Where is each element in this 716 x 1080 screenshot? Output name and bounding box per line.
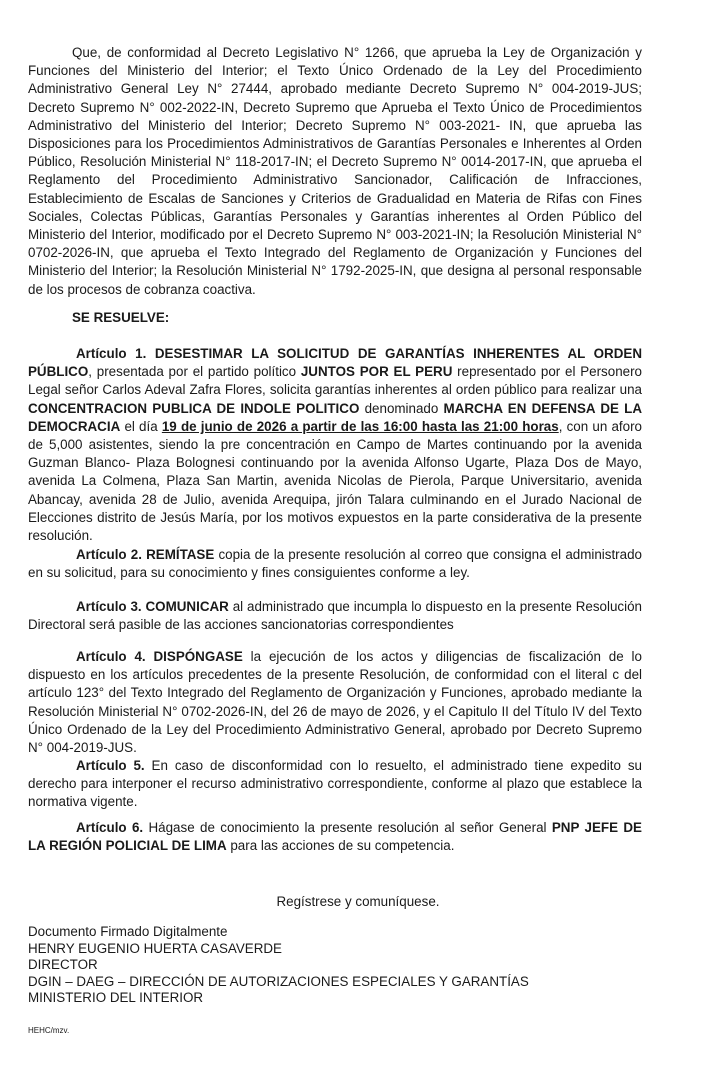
article-1-text: , presentada por el partido político [88,364,301,380]
event-name: MARCHA EN DEFENSA DE LA DEMOCRACIA [28,400,643,434]
article-6-recipient: PNP JEFE DE LA REGIÓN POLICIAL DE LIMA [28,820,642,854]
article-1-text: denominado [359,400,444,416]
article-1-text: el día [120,418,162,434]
signer-name: HENRY EUGENIO HUERTA CASAVERDE [28,940,282,956]
article-1-label: Artículo 1. [76,346,147,361]
article-5 [28,757,642,812]
signature-block [28,924,529,1007]
party-name: JUNTOS POR EL PERU [300,364,453,380]
signer-title: DIRECTOR [28,957,98,972]
article-3-label: Artículo 3. [76,599,142,614]
signer-ministry: MINISTERIO DEL INTERIOR [28,990,204,1005]
digital-signature-note: Documento Firmado Digitalmente [28,924,228,939]
se-resuelve-heading: SE RESUELVE: [72,310,170,325]
event-datetime: 19 de junio de 2026 a partir de las 16:00 hasta las 21:00 horas [161,418,559,434]
article-4-verb: DISPÓNGASE [153,649,243,664]
article-6 [28,819,642,855]
article-4-text: la ejecución de los actos y diligencias de fiscalización de lo dispuesto en los artículos precedentes de la presente Resolución, de conformidad con el literal c del artículo 123° del Texto Integrado del Reglamento de Organización y Funciones, aprobado mediante la Resolución Ministerial N° 0702-2026-IN, del 26 de mayo de 2026, y el Capitulo II del Título IV del Texto Único Ordenado de la Ley del Procedimiento Administrativo General, aprobado por Decreto Supremo N° 004-2019-JUS. [28,649,642,756]
article-5-label: Artículo 5. [76,758,145,773]
signer-office: DGIN – DAEG – DIRECCIÓN DE AUTORIZACIONES ESPECIALES Y GARANTÍAS [28,973,529,989]
article-6-label: Artículo 6. [76,820,144,835]
article-5-text: En caso de disconformidad con lo resuelto, el administrado tiene expedito su derecho para interponer el recurso administrativo correspondiente, conforme al plazo que establece la normativa vigente. [28,758,642,810]
article-3 [28,598,642,634]
article-4 [28,648,642,757]
article-3-text: al administrado que incumpla lo dispuesto en la presente Resolución Directoral será pasible de las acciones sancionatorias correspondientes [28,599,642,633]
article-1 [28,345,642,545]
article-3-verb: COMUNICAR [145,599,229,614]
article-6-text: Hágase de conocimiento la presente resolución al señor General [143,820,552,835]
reference-initials: HEHC/mzv. [28,1026,70,1035]
article-4-label: Artículo 4. [76,649,146,664]
article-1-text: representado por el Personero Legal señor Carlos Adeval Zafra Flores, solicita garantías inherentes al orden público para realizar una [28,364,643,398]
event-type: CONCENTRACION PUBLICA DE INDOLE POLITICO [28,400,360,416]
article-2-label: Artículo 2. [76,547,142,562]
article-2-text: copia de la presente resolución al correo que consigna el administrado en su solicitud, para su conocimiento y fines consiguientes conforme a ley. [28,547,642,581]
considerando-paragraph: Que, de conformidad al Decreto Legislativo N° 1266, que aprueba la Ley de Organización y Funciones del Ministerio del Interior; el Texto Único Ordenado de la Ley del Procedimiento Administrativo General Ley N° 27444, aprobado mediante Decreto Supremo N° 004-2019-JUS; Decreto Supremo N° 002-2022-IN, Decreto Supremo que Aprueba el Texto Único de Procedimientos Administrativo del Ministerio del Interior; Decreto Supremo N° 003-2021- IN, que aprueba las Disposiciones para los Procedimientos Administrativos de Garantías Personales e Inherentes al Orden Público, Resolución Ministerial N° 118-2017-IN; el Decreto Supremo N° 0014-2017-IN, que aprueba el Reglamento del Procedimiento Administrativo Sancionador, Calificación de Infracciones, Establecimiento de Escalas de Sanciones y Criterios de Gradualidad en Materia de Rifas con Fines Sociales, Colectas Públicas, Garantías Personales y Garantías inherentes al Orden Público del Ministerio del Interior, modificado por el Decreto Supremo N° 003-2021-IN; la Resolución Ministerial N° 0702-2026-IN, que aprueba el Texto Integrado del Reglamento de Organización y Funciones del Ministerio del Interior; la Resolución Ministerial N° 1792-2025-IN, que designa al personal responsable de los procesos de cobranza coactiva. [28,45,642,297]
article-1-text: , con un aforo de 5,000 asistentes, siendo la pre concentración en Campo de Martes continuando por la avenida Guzman Blanco- Plaza Bolognesi continuando por la avenida Alfonso Ugarte, Plaza Dos de Mayo, avenida La Colmena, Plaza San Martin, avenida Nicolas de Pierola, Parque Universitario, avenida Abancay, avenida 28 de Julio, avenida Arequipa, jirón Talara culminando en el Jurado Nacional de Elecciones distrito de Jesús María, por los motivos expuestos en la parte considerativa de la presente resolución. [28,418,642,544]
article-6-text: para las acciones de su competencia. [226,838,455,854]
article-2-verb: REMÍTASE [146,547,215,562]
article-2 [28,546,642,582]
article-1-verb: DESESTIMAR LA SOLICITUD DE GARANTÍAS INHERENTES AL ORDEN PÚBLICO [28,346,642,380]
closing-formula: Regístrese y comuníquese. [276,894,440,909]
